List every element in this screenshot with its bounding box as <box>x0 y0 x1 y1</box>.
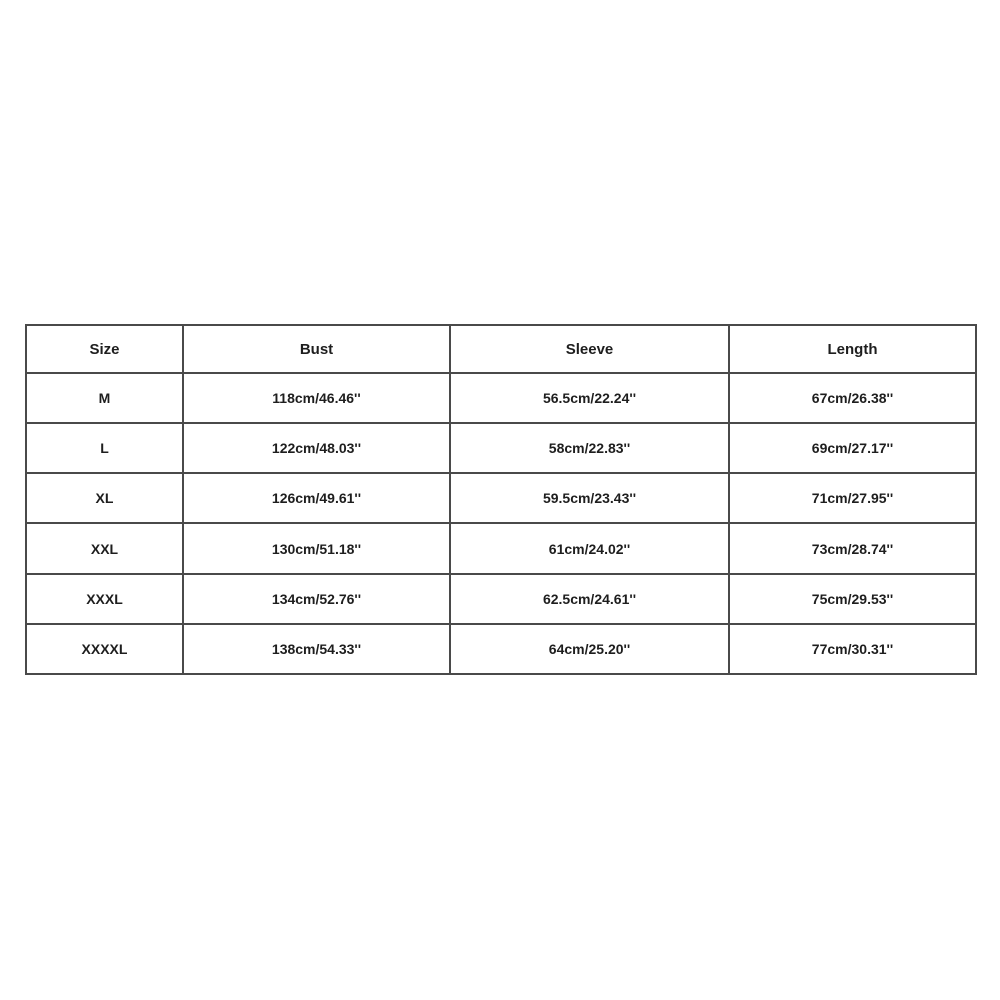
table-row <box>26 473 976 523</box>
size-cell: XXXXL <box>26 624 183 674</box>
sleeve-cell: 58cm/22.83'' <box>450 423 729 473</box>
length-cell: 71cm/27.95'' <box>729 473 976 523</box>
sleeve-cell: 64cm/25.20'' <box>450 624 729 674</box>
header-sleeve: Sleeve <box>450 325 729 373</box>
bust-cell: 138cm/54.33'' <box>183 624 450 674</box>
length-cell: 77cm/30.31'' <box>729 624 976 674</box>
size-cell: M <box>26 373 183 423</box>
table-row <box>26 423 976 473</box>
length-cell: 69cm/27.17'' <box>729 423 976 473</box>
length-cell: 75cm/29.53'' <box>729 574 976 624</box>
size-chart-table <box>25 324 977 675</box>
table-row <box>26 624 976 674</box>
bust-cell: 122cm/48.03'' <box>183 423 450 473</box>
table-row <box>26 373 976 423</box>
header-length: Length <box>729 325 976 373</box>
sleeve-cell: 62.5cm/24.61'' <box>450 574 729 624</box>
bust-cell: 118cm/46.46'' <box>183 373 450 423</box>
table-header <box>26 325 976 373</box>
table-row <box>26 523 976 573</box>
size-cell: L <box>26 423 183 473</box>
size-cell: XL <box>26 473 183 523</box>
length-cell: 67cm/26.38'' <box>729 373 976 423</box>
length-cell: 73cm/28.74'' <box>729 523 976 573</box>
bust-cell: 126cm/49.61'' <box>183 473 450 523</box>
header-bust: Bust <box>183 325 450 373</box>
size-cell: XXXL <box>26 574 183 624</box>
table-body <box>26 373 976 674</box>
table-row <box>26 574 976 624</box>
sleeve-cell: 61cm/24.02'' <box>450 523 729 573</box>
sleeve-cell: 56.5cm/22.24'' <box>450 373 729 423</box>
header-size: Size <box>26 325 183 373</box>
bust-cell: 134cm/52.76'' <box>183 574 450 624</box>
bust-cell: 130cm/51.18'' <box>183 523 450 573</box>
header-row <box>26 325 976 373</box>
sleeve-cell: 59.5cm/23.43'' <box>450 473 729 523</box>
size-cell: XXL <box>26 523 183 573</box>
